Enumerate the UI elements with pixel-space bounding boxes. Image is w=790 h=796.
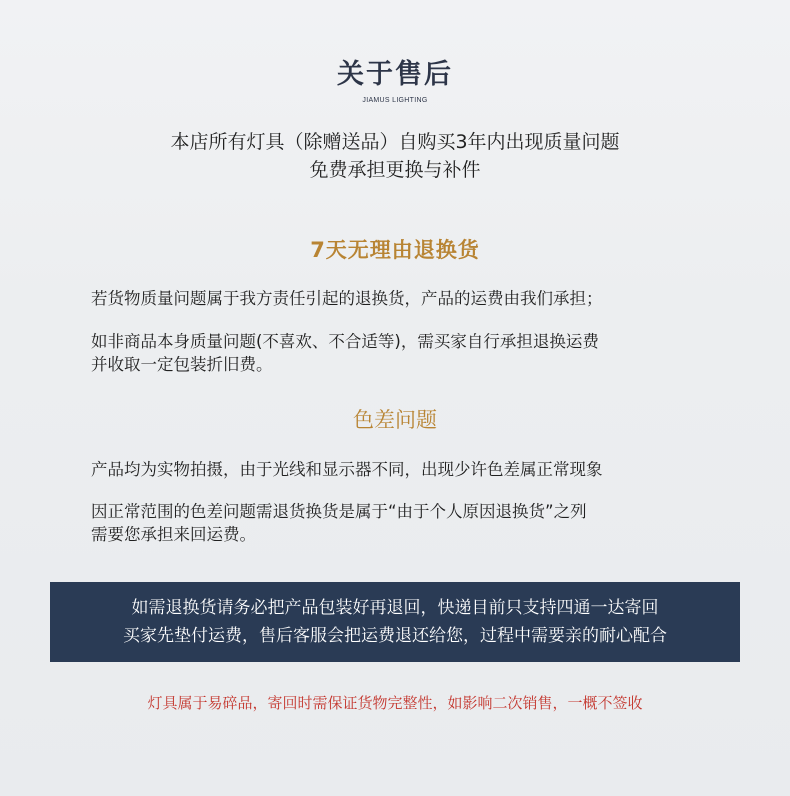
fragile-warning: 灯具属于易碎品，寄回时需保证货物完整性，如影响二次销售，一概不签收 xyxy=(147,694,643,712)
color-issue-paragraph-2-line-1: 因正常范围的色差问题需退货换货是属于“由于个人原因退换货”之列 xyxy=(91,502,587,521)
shipping-notice-banner xyxy=(50,582,740,662)
color-issue-paragraph-1: 产品均为实物拍摄，由于光线和显示器不同，出现少许色差属正常现象 xyxy=(91,460,603,479)
color-issue-paragraph-2-line-2: 需要您承担来回运费。 xyxy=(91,525,256,544)
return-policy-paragraph-2 xyxy=(91,330,731,376)
return-policy-heading: 7天无理由退换货 xyxy=(310,238,480,262)
intro-line-2: 免费承担更换与补件 xyxy=(309,159,481,181)
banner-line-1: 如需退换货请务必把产品包装好再退回，快递目前只支持四通一达寄回 xyxy=(131,598,659,618)
intro-line-1: 本店所有灯具（除赠送品）自购买3年内出现质量问题 xyxy=(170,131,620,153)
color-issue-heading: 色差问题 xyxy=(353,408,437,432)
color-issue-paragraph-2 xyxy=(91,500,731,546)
banner-line-2: 买家先垫付运费，售后客服会把运费退还给您，过程中需要亲的耐心配合 xyxy=(123,626,667,646)
warranty-intro xyxy=(0,128,790,184)
return-policy-paragraph-2-line-1: 如非商品本身质量问题(不喜欢、不合适等)，需买家自行承担退换运费 xyxy=(91,332,599,351)
brand-subtitle: JIAMUS LIGHTING xyxy=(362,97,428,104)
return-policy-paragraph-1: 若货物质量问题属于我方责任引起的退换货，产品的运费由我们承担； xyxy=(91,289,603,308)
page-title: 关于售后 xyxy=(337,59,453,90)
return-policy-paragraph-2-line-2: 并收取一定包装折旧费。 xyxy=(91,355,273,374)
